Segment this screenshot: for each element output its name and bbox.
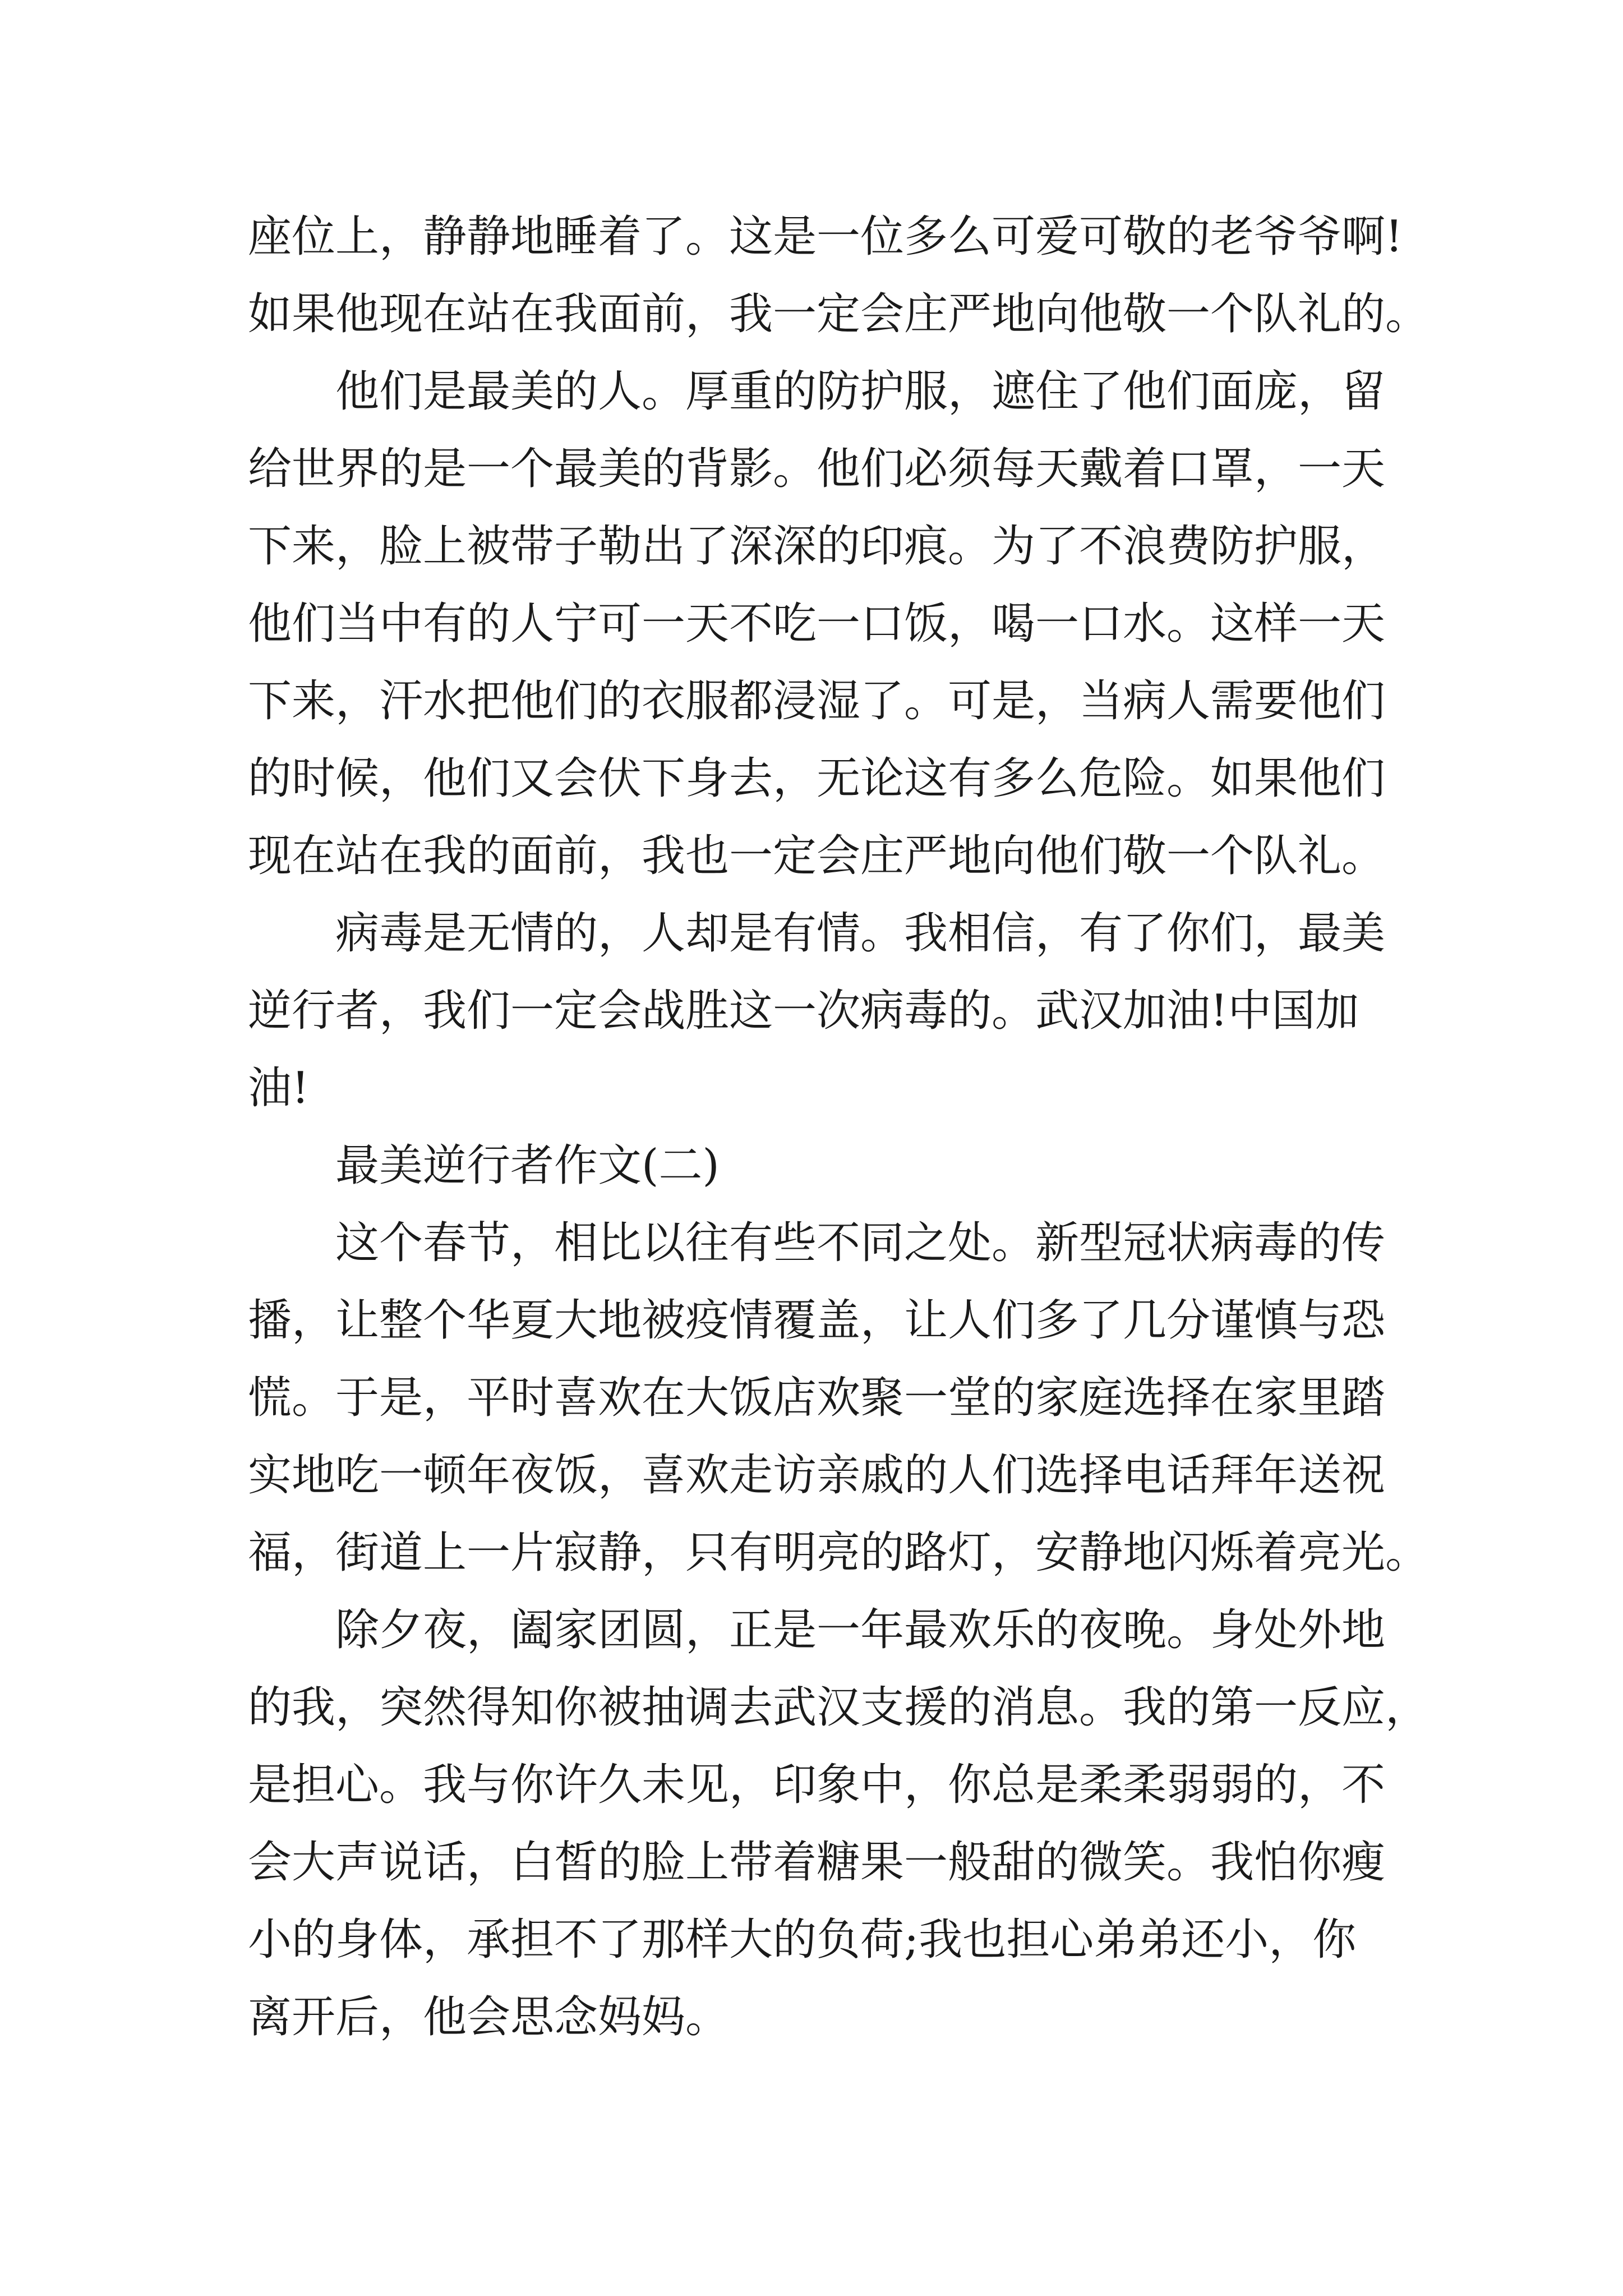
paragraph-first-line: 这个春节，相比以往有些不同之处。新型冠状病毒的传 bbox=[335, 1218, 1386, 1268]
text-line: 油! bbox=[248, 1063, 310, 1114]
text-line: 福，街道上一片寂静，只有明亮的路灯，安静地闪烁着亮光。 bbox=[248, 1527, 1430, 1578]
text-line: 会大声说话，白皙的脸上带着糖果一般甜的微笑。我怕你瘦 bbox=[248, 1837, 1386, 1888]
text-line: 小的身体，承担不了那样大的负荷;我也担心弟弟还小，你 bbox=[248, 1915, 1357, 1965]
text-line: 是担心。我与你许久未见，印象中，你总是柔柔弱弱的，不 bbox=[248, 1760, 1386, 1810]
text-line: 他们当中有的人宁可一天不吃一口饭，喝一口水。这样一天 bbox=[248, 599, 1386, 649]
text-line: 给世界的是一个最美的背影。他们必须每天戴着口罩，一天 bbox=[248, 444, 1386, 494]
text-line: 现在站在我的面前，我也一定会庄严地向他们敬一个队礼。 bbox=[248, 831, 1386, 881]
paragraph-first-line: 病毒是无情的，人却是有情。我相信，有了你们，最美 bbox=[335, 908, 1386, 959]
paragraph-first-line: 除夕夜，阖家团圆，正是一年最欢乐的夜晚。身处外地 bbox=[335, 1605, 1386, 1655]
text-line: 的我，突然得知你被抽调去武汉支援的消息。我的第一反应， bbox=[248, 1682, 1430, 1733]
text-line: 如果他现在站在我面前，我一定会庄严地向他敬一个队礼的。 bbox=[248, 289, 1430, 339]
text-line: 下来，脸上被带子勒出了深深的印痕。为了不浪费防护服， bbox=[248, 521, 1386, 572]
text-line: 慌。于是，平时喜欢在大饭店欢聚一堂的家庭选择在家里踏 bbox=[248, 1373, 1386, 1423]
text-line: 播，让整个华夏大地被疫情覆盖，让人们多了几分谨慎与恐 bbox=[248, 1295, 1386, 1346]
section-heading: 最美逆行者作文(二) bbox=[335, 1140, 720, 1191]
text-line: 离开后，他会思念妈妈。 bbox=[248, 1992, 730, 2042]
text-line: 下来，汗水把他们的衣服都浸湿了。可是，当病人需要他们 bbox=[248, 676, 1386, 726]
text-line: 实地吃一顿年夜饭，喜欢走访亲戚的人们选择电话拜年送祝 bbox=[248, 1450, 1386, 1501]
text-line: 的时候，他们又会伏下身去，无论这有多么危险。如果他们 bbox=[248, 753, 1386, 804]
text-line: 座位上，静静地睡着了。这是一位多么可爱可敬的老爷爷啊! bbox=[248, 211, 1403, 262]
text-line: 逆行者，我们一定会战胜这一次病毒的。武汉加油!中国加 bbox=[248, 986, 1359, 1036]
paragraph-first-line: 他们是最美的人。厚重的防护服，遮住了他们面庞，留 bbox=[335, 366, 1386, 417]
